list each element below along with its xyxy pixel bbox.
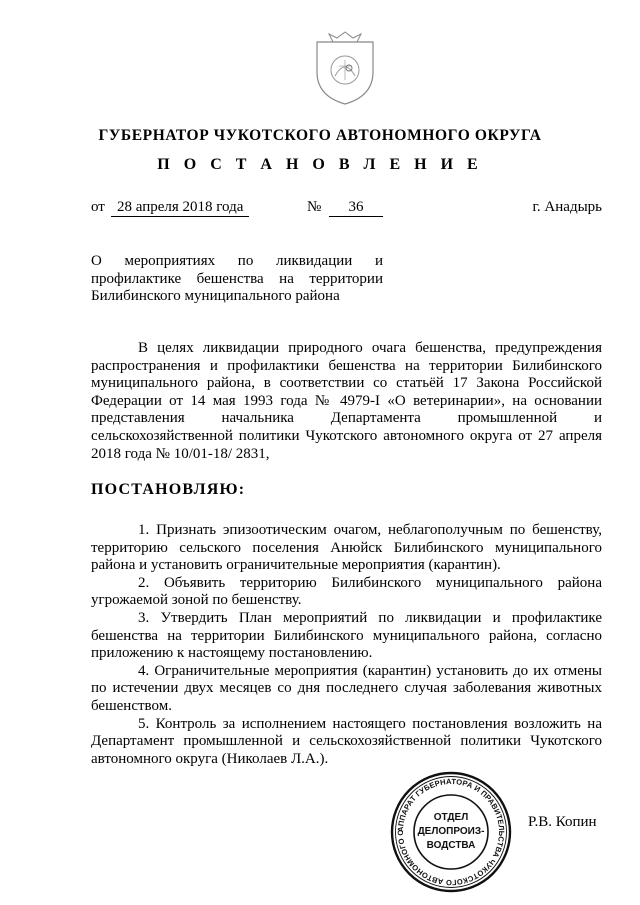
stamp-center-line: ОТДЕЛ	[433, 812, 469, 823]
stamp-ring-text: АППАРАТ ГУБЕРНАТОРА И ПРАВИТЕЛЬСТВА ЧУКОТСКОГО АВТОНОМНОГО О	[395, 776, 507, 888]
document-subject: О мероприятиях по ликвидации и профилактике бешенства на территории Билибинского муниципального района	[91, 253, 383, 304]
document-meta-row	[91, 199, 602, 219]
document-date: 28 апреля 2018 года	[111, 199, 249, 217]
coat-of-arms-emblem	[309, 28, 381, 108]
decree-heading: ПОСТАНОВЛЯЮ:	[91, 481, 246, 498]
document-type: П О С Т А Н О В Л Е Н И Е	[157, 156, 483, 173]
preamble-paragraph: В целях ликвидации природного очага бешенства, предупреждения распространения и профилактики бешенства на территории Билибинского муниципального района, в соответствии со статьёй 17 Закона Российской Федерации от 14 мая 1993 года № 4979-I «О ветеринарии», на основании представления начальника Департамента промышленной и сельскохозяйственной политики Чукотского автономного округа от 27 апреля 2018 года № 10/01-18/ 2831,	[91, 340, 602, 462]
decree-items	[91, 522, 602, 768]
number-prefix: №	[307, 199, 322, 215]
decree-item: 4. Ограничительные мероприятия (карантин) установить до их отмены по истечении двух месяцев со дня последнего случая заболевания животных бешенством.	[91, 662, 602, 714]
decree-item: 1. Признать эпизоотическим очагом, неблагополучным по бешенству, территорию сельского поселения Анюйск Билибинского муниципального района и установить ограничительные мероприятия (карантин).	[91, 522, 602, 574]
decree-item: 5. Контроль за исполнением настоящего постановления возложить на Департамент промышленной и сельскохозяйственной политики Чукотского автономного округа (Николаев Л.А.).	[91, 715, 602, 767]
stamp-center-line: ВОДСТВА	[426, 840, 476, 851]
coat-of-arms-icon	[309, 28, 381, 108]
document-number: 36	[329, 199, 383, 217]
stamp-center-line: ДЕЛОПРОИЗ-	[417, 826, 485, 837]
stamp-seal-icon	[389, 770, 513, 894]
decree-item: 3. Утвердить План мероприятий по ликвидации и профилактике бешенства на территории Билибинского муниципального района, согласно приложению к настоящему постановлению.	[91, 609, 602, 662]
issuing-authority: ГУБЕРНАТОР ЧУКОТСКОГО АВТОНОМНОГО ОКРУГА	[98, 127, 542, 144]
official-stamp	[389, 770, 513, 894]
signer-name: Р.В. Копин	[528, 814, 597, 830]
decree-item: 2. Объявить территорию Билибинского муниципального района угрожаемой зоной по бешенству.	[91, 574, 602, 609]
document-place: г. Анадырь	[532, 199, 602, 215]
date-prefix: от	[91, 199, 105, 215]
